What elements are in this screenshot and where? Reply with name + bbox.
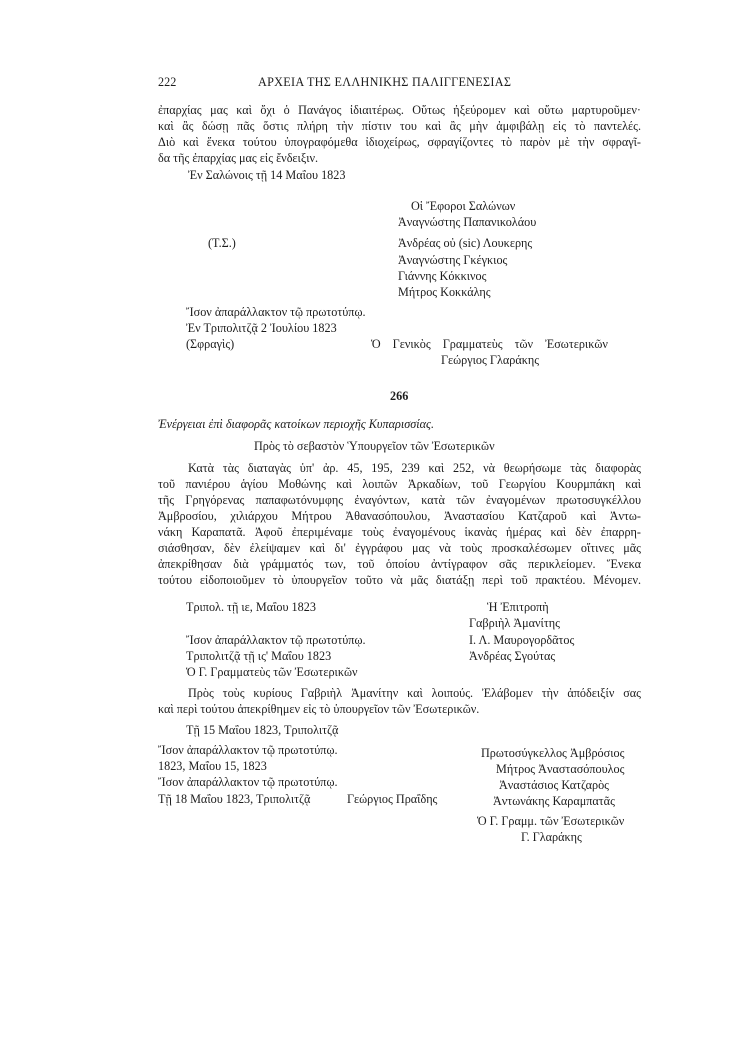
doc265-paragraph-line: δα τῆς ἐπαρχίας μας εἰς ἔνδειξιν. <box>158 151 319 165</box>
doc266-copy-place: Τριπολιτζᾷ τῇ ις' Μαΐου 1823 <box>186 649 332 663</box>
doc265-signatory: Μήτρος Κοκκάλης <box>398 285 491 299</box>
doc266-left-signer: Γεώργιος Πραΐδης <box>347 792 438 806</box>
page-number: 222 <box>158 75 177 89</box>
doc266-body-line: τῆς Γρηγόρενας παπαφωτόνυμφης ἐναγόντων, κατὰ τῶν ἐναγομένων πρωτοσυγκέλλου <box>158 493 641 507</box>
doc266-number: 266 <box>390 389 409 403</box>
doc266-left-line: 1823, Μαΐου 15, 1823 <box>158 759 267 773</box>
doc266-committee-member: Ι. Λ. Μαυρογορδᾶτος <box>469 633 575 647</box>
running-title: ΑΡΧΕΙΑ ΤΗΣ ΕΛΛΗΝΙΚΗΣ ΠΑΛΙΓΓΕΝΕΣΙΑΣ <box>258 75 512 89</box>
doc265-copy-note: Ἴσον ἀπαράλλακτον τῷ πρωτοτύπῳ. <box>186 305 366 319</box>
doc265-signatory: Ἀνδρέας οὐ (sic) Λουκερης <box>398 236 533 250</box>
doc266-body-line: σιάσθησαν, δὲν ἐλείψαμεν καὶ δι' ἐγγράφου μας νὰ τοὺς προσκαλέσωμεν οἵτινες μᾶς <box>158 541 641 555</box>
doc266-body-line: νάκη Καραπατᾶ. Ἀφοῦ ἐπεριμέναμε τοὺς ἐναγομένους ἱκανὰς ἡμέρας καὶ δὲν ἐπαρρη- <box>158 525 641 539</box>
doc266-final-name: Γ. Γλαράκης <box>521 830 582 844</box>
doc266-body-line: Κατὰ τὰς διαταγὰς ὑπ' ἀρ. 45, 195, 239 καὶ 252, νὰ θεωρήσωμε τὰς διαφορὰς <box>188 461 641 475</box>
doc266-reply-line: καὶ περὶ τούτου ἀπεκρίθημεν εἰς τὸ ὑπουργεῖον τῶν Ἐσωτερικῶν. <box>158 702 480 716</box>
doc266-committee-member: Ἡ Ἐπιτροπὴ <box>487 600 549 614</box>
doc266-copy-sign: Ὁ Γ. Γραμματεὺς τῶν Ἐσωτερικῶν <box>186 665 358 679</box>
doc266-body-line: τούτου εἰδοποιοῦμεν τὸ ὑπουργεῖον τοῦτο νὰ μᾶς διατάξῃ περὶ τοῦ πρακτέου. Μένομεν. <box>158 573 641 587</box>
doc266-reply-date: Τῇ 15 Μαΐου 1823, Τριπολιτζᾷ <box>186 723 339 737</box>
doc265-seal: (Τ.Σ.) <box>208 236 236 250</box>
doc265-paragraph-line: Διὸ καὶ ἕνεκα τούτου ὑπογραφόμεθα ἰδιοχείρως, σφραγίζοντες τὸ παρὸν μὲ τὴν σφραγῖ- <box>158 135 641 149</box>
doc266-left-line: Τῇ 18 Μαΐου 1823, Τριπολιτζᾷ <box>158 792 311 806</box>
doc265-secretary-title: Ὁ Γενικὸς Γραμματεὺς τῶν Ἐσωτερικῶν <box>371 337 608 351</box>
doc266-left-line: Ἴσον ἀπαράλλακτον τῷ πρωτοτύπῳ. <box>158 743 338 757</box>
doc265-signatory: Ἀναγνώστης Παπανικολάου <box>398 215 537 229</box>
doc266-body-line: τοῦ πανιέρου ἁγίου Μοθώνης καὶ λοιπῶν Ἀρκαδίων, τοῦ Γεωργίου Κουρμπάκη καὶ <box>158 477 641 491</box>
doc265-paragraph-line: ἐπαρχίας μας καὶ ὄχι ὁ Πανάγος ἰδιαιτέρως. Οὕτως ἠξεύρομεν καὶ οὕτω μαρτυροῦμεν· <box>158 103 641 117</box>
doc266-right-line: Ἀναστάσιος Κατζαρὸς <box>499 778 609 792</box>
doc265-copy-place: Ἐν Τριπολιτζᾷ 2 Ἰουλίου 1823 <box>186 321 337 335</box>
doc266-copy-note: Ἴσον ἀπαράλλακτον τῷ πρωτοτύπῳ. <box>186 633 366 647</box>
doc265-secretary-name: Γεώργιος Γλαράκης <box>441 353 540 367</box>
doc265-paragraph-line: καὶ ἂς δώσῃ πᾶς ὅστις πλήρη τὴν πίστιν του καὶ ἂς μὴν ἀμφιβάλῃ εἰς τὸ παντελές. <box>158 119 641 133</box>
doc266-left-line: Ἴσον ἀπαράλλακτον τῷ πρωτοτύπῳ. <box>158 775 338 789</box>
doc266-right-line: Μήτρος Ἀναστασόπουλος <box>496 762 625 776</box>
doc266-reply-line: Πρὸς τοὺς κυρίους Γαβριὴλ Ἀμανίτην καὶ λοιπούς. Ἐλάβομεν τὴν ἀπόδειξίν σας <box>188 686 641 700</box>
doc265-date: Ἐν Σαλώνοις τῇ 14 Μαΐου 1823 <box>188 168 346 182</box>
doc266-date: Τριπολ. τῇ ιε, Μαΐου 1823 <box>186 600 316 614</box>
doc266-heading: Ἐνέργειαι ἐπὶ διαφορᾶς κατοίκων περιοχῆς Κυπαρισσίας. <box>158 417 435 431</box>
doc266-right-line: Πρωτοσύγκελλος Ἀμβρόσιος <box>481 746 625 760</box>
doc266-committee-member: Γαβριὴλ Ἀμανίτης <box>469 616 560 630</box>
doc266-body-line: Ἀμβροσίου, χιλιάρχου Μήτρου Ἀθανασόπουλου, Ἀναστασίου Κατζαροῦ καὶ Ἀντω- <box>158 509 641 523</box>
doc266-final-title: Ὁ Γ. Γραμμ. τῶν Ἐσωτερικῶν <box>477 814 625 828</box>
doc266-right-line: Ἀντωνάκης Καραμπατᾶς <box>493 794 615 808</box>
doc265-signatory: Οἱ Ἔφοροι Σαλώνων <box>411 199 516 213</box>
doc265-signatory: Ἀναγνώστης Γκέγκιος <box>398 253 508 267</box>
doc265-copy-seal: (Σφραγὶς) <box>186 337 235 351</box>
doc266-committee-member: Ἀνδρέας Σγούτας <box>469 649 556 663</box>
doc266-addressee: Πρὸς τὸ σεβαστὸν Ὑπουργεῖον τῶν Ἐσωτερικῶν <box>254 439 495 453</box>
doc266-body-line: ἀπεκρίθησαν διὰ γράμματός των, τοῦ ὁποίου ἀντίγραφον σᾶς περικλείομεν. Ἕνεκα <box>158 557 641 571</box>
doc265-signatory: Γιάννης Κόκκινος <box>398 269 487 283</box>
